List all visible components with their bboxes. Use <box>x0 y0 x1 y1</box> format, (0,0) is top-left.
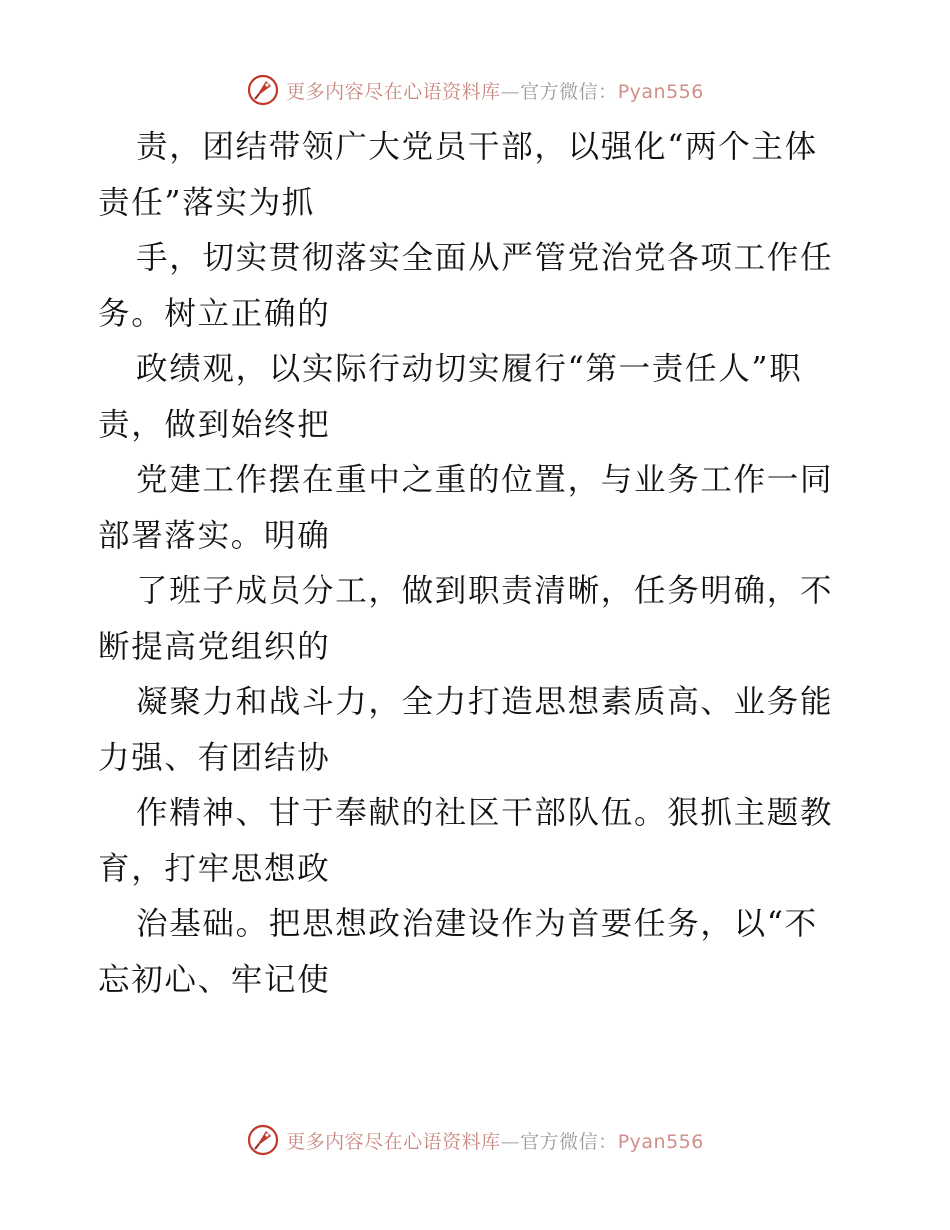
text-line: 作精神、甘于奉献的社区干部队伍。狠抓主题教 <box>136 795 834 831</box>
pen-nib-logo-icon <box>246 73 280 107</box>
text-line: 凝聚力和战斗力，全力打造思想素质高、业务能 <box>136 684 834 720</box>
watermark-title: 更多内容尽在心语资料库 <box>286 1130 501 1153</box>
watermark-text <box>286 77 704 104</box>
text-line: 党建工作摆在重中之重的位置，与业务工作一同 <box>136 462 834 498</box>
text-line: 责，团结带领广大党员干部，以强化“两个主体 <box>136 129 818 165</box>
document-body <box>98 120 858 1008</box>
watermark-wechat-id: Pyan556 <box>617 80 704 103</box>
footer-watermark <box>0 1120 950 1160</box>
text-line: 部署落实。明确 <box>98 517 331 554</box>
header-watermark <box>0 70 950 110</box>
text-line: 力强、有团结协 <box>98 739 331 776</box>
text-line: 责，做到始终把 <box>98 406 331 443</box>
text-line: 忘初心、牢记使 <box>98 961 331 998</box>
text-line: 务。树立正确的 <box>98 295 331 332</box>
text-line: 责任”落实为抓 <box>98 184 316 221</box>
watermark-separator: — <box>500 1130 521 1153</box>
watermark-separator: — <box>500 80 521 103</box>
text-line: 政绩观，以实际行动切实履行“第一责任人”职 <box>136 351 803 387</box>
pen-nib-logo-icon <box>246 1123 280 1157</box>
watermark-label: 官方微信： <box>520 1130 618 1153</box>
watermark-text <box>286 1127 704 1154</box>
watermark-wechat-id: Pyan556 <box>617 1130 704 1153</box>
text-line: 育，打牢思想政 <box>98 850 331 887</box>
watermark-label: 官方微信： <box>520 80 618 103</box>
text-line: 治基础。把思想政治建设作为首要任务，以“不 <box>136 906 818 942</box>
text-line: 手，切实贯彻落实全面从严管党治党各项工作任 <box>136 240 834 276</box>
text-line: 断提高党组织的 <box>98 628 331 665</box>
text-line: 了班子成员分工，做到职责清晰，任务明确，不 <box>136 573 834 609</box>
watermark-title: 更多内容尽在心语资料库 <box>286 80 501 103</box>
